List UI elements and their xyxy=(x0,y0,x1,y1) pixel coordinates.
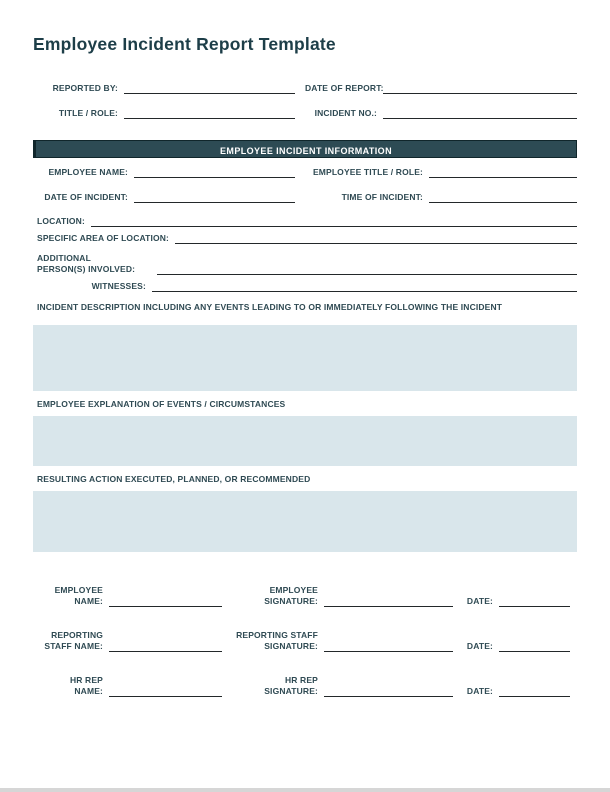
incident-description-label: INCIDENT DESCRIPTION INCLUDING ANY EVENTS LEADING TO OR IMMEDIATELY FOLLOWING THE INCIDENT xyxy=(37,302,503,312)
employee-title-role-label: EMPLOYEE TITLE / ROLE: xyxy=(312,167,423,177)
hr-rep-date-label: DATE: xyxy=(466,686,493,696)
employee-date-input[interactable] xyxy=(499,606,570,607)
resulting-action-textarea[interactable] xyxy=(33,491,577,552)
employee-explanation-label: EMPLOYEE EXPLANATION OF EVENTS / CIRCUMSTANCES xyxy=(37,399,286,409)
reported-by-input[interactable] xyxy=(124,93,295,94)
employee-name-input[interactable] xyxy=(134,177,295,178)
reporting-staff-date-input[interactable] xyxy=(499,651,570,652)
date-of-incident-input[interactable] xyxy=(134,202,295,203)
reporting-staff-signature-input[interactable] xyxy=(324,651,453,652)
employee-name-sign-label: EMPLOYEE NAME: xyxy=(54,585,103,606)
employee-title-role-input[interactable] xyxy=(429,177,577,178)
time-of-incident-input[interactable] xyxy=(429,202,577,203)
resulting-action-label: RESULTING ACTION EXECUTED, PLANNED, OR RECOMMENDED xyxy=(37,474,311,484)
hr-rep-signature-input[interactable] xyxy=(324,696,453,697)
employee-signature-row xyxy=(33,583,577,607)
reporting-staff-signature-row xyxy=(33,628,577,652)
hr-rep-date-input[interactable] xyxy=(499,696,570,697)
reporting-staff-name-input[interactable] xyxy=(109,651,222,652)
employee-date-label: DATE: xyxy=(466,596,493,606)
reporting-staff-name-label: REPORTING STAFF NAME: xyxy=(44,630,103,651)
hr-rep-signature-row xyxy=(33,673,577,697)
witnesses-input[interactable] xyxy=(152,291,577,292)
date-of-incident-label: DATE OF INCIDENT: xyxy=(44,192,128,202)
hr-rep-name-label: HR REP NAME: xyxy=(69,675,103,696)
witnesses-label: WITNESSES: xyxy=(91,281,146,291)
date-of-report-label: DATE OF REPORT: xyxy=(305,83,384,93)
employee-signature-input[interactable] xyxy=(324,606,453,607)
employee-name-label: EMPLOYEE NAME: xyxy=(48,167,128,177)
date-of-report-input[interactable] xyxy=(383,93,577,94)
reporting-staff-signature-label: REPORTING STAFF SIGNATURE: xyxy=(236,630,318,651)
location-row xyxy=(33,203,577,227)
additional-persons-input[interactable] xyxy=(157,274,577,275)
time-of-incident-label: TIME OF INCIDENT: xyxy=(341,192,423,202)
location-input[interactable] xyxy=(91,226,577,227)
employee-signature-label: EMPLOYEE SIGNATURE: xyxy=(264,585,318,606)
section-header-title: EMPLOYEE INCIDENT INFORMATION xyxy=(220,146,392,156)
witnesses-row xyxy=(33,275,577,292)
incident-no-label: INCIDENT NO.: xyxy=(314,108,377,118)
specific-area-input[interactable] xyxy=(175,243,577,244)
employee-explanation-textarea[interactable] xyxy=(33,416,577,466)
page-title: Employee Incident Report Template xyxy=(33,34,336,54)
reporting-staff-date-label: DATE: xyxy=(466,641,493,651)
employee-name-title-row xyxy=(33,158,577,178)
title-role-input[interactable] xyxy=(124,118,295,119)
incident-description-textarea[interactable] xyxy=(33,325,577,391)
hr-rep-signature-label: HR REP SIGNATURE: xyxy=(264,675,318,696)
section-header-bar xyxy=(33,140,577,158)
location-label: LOCATION: xyxy=(37,216,85,226)
hr-rep-name-input[interactable] xyxy=(109,696,222,697)
reported-by-label: REPORTED BY: xyxy=(52,83,118,93)
page-bottom-edge xyxy=(0,788,610,792)
title-role-incident-no-row xyxy=(33,95,577,119)
specific-area-row xyxy=(33,227,577,244)
additional-persons-row xyxy=(33,244,577,275)
additional-persons-label: ADDITIONAL PERSON(S) INVOLVED: xyxy=(37,253,136,274)
specific-area-label: SPECIFIC AREA OF LOCATION: xyxy=(37,233,170,243)
date-time-incident-row xyxy=(33,178,577,203)
employee-name-sign-input[interactable] xyxy=(109,606,222,607)
incident-no-input[interactable] xyxy=(383,118,577,119)
title-role-label: TITLE / ROLE: xyxy=(58,108,118,118)
reported-by-date-row xyxy=(33,70,577,94)
